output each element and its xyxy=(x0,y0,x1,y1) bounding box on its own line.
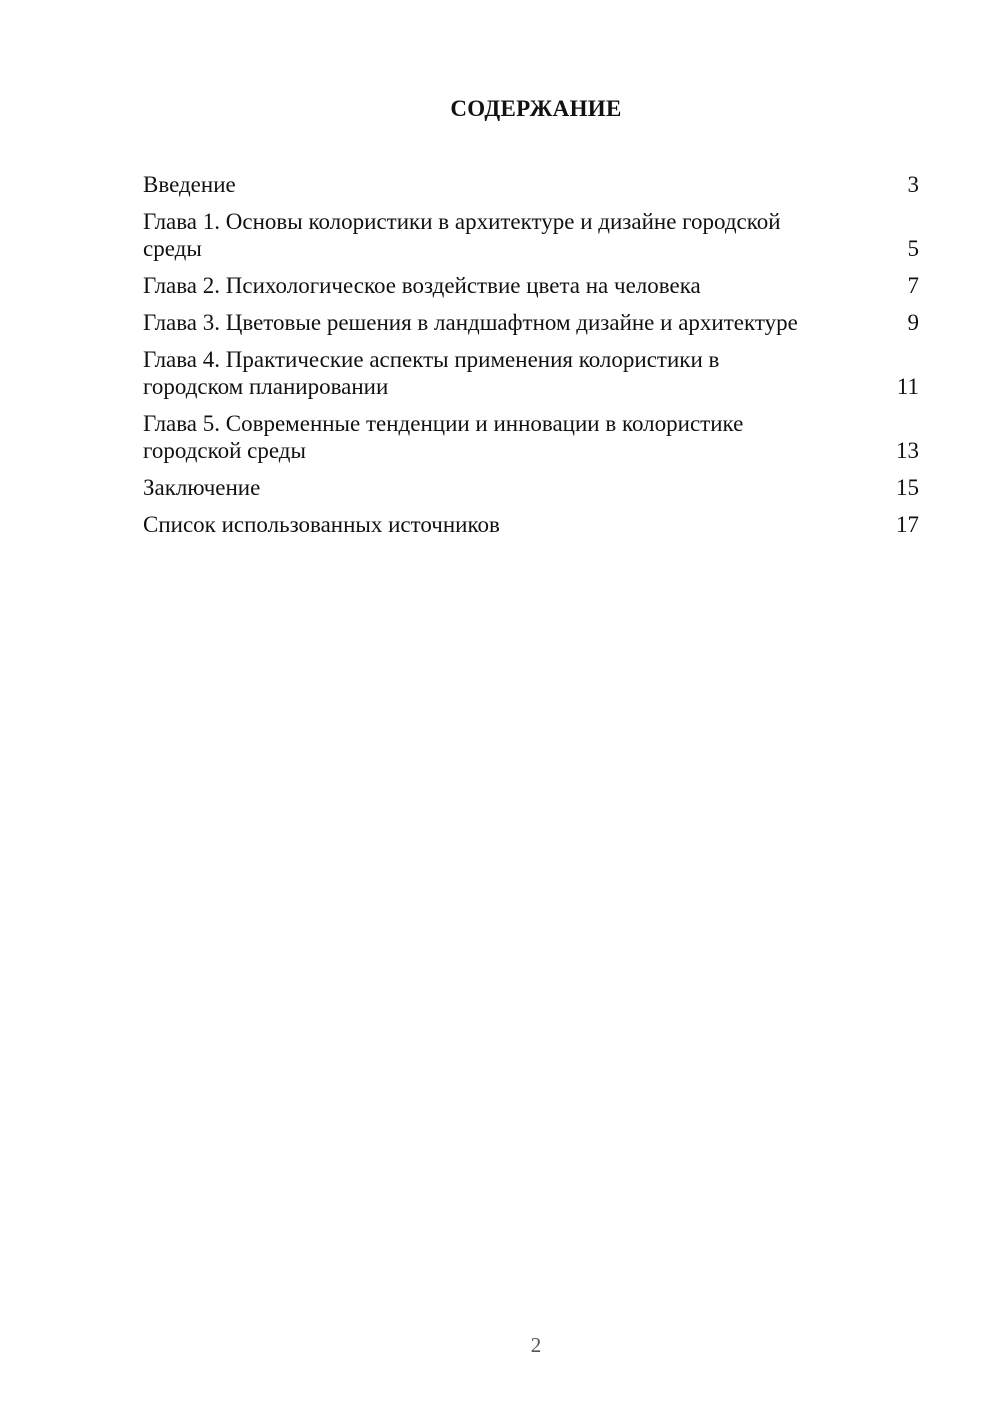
toc-entry-label: Глава 4. Практические аспекты применения колористики в городском планировании xyxy=(143,347,720,399)
toc-entry-label: Глава 1. Основы колористики в архитектуре и дизайне городской среды xyxy=(143,209,781,261)
table-of-contents xyxy=(143,171,919,548)
toc-entry-chapter-4 xyxy=(143,346,919,400)
toc-entry-references xyxy=(143,511,919,538)
toc-entry-page: 17 xyxy=(896,512,919,537)
toc-entry-label: Глава 2. Психологическое воздействие цвета на человека xyxy=(143,273,701,298)
page-title: СОДЕРЖАНИЕ xyxy=(450,96,622,121)
toc-entry-page: 11 xyxy=(896,374,919,399)
toc-entry-page: 3 xyxy=(907,172,919,197)
toc-entry-chapter-2 xyxy=(143,272,919,299)
page-number: 2 xyxy=(530,1333,542,1357)
toc-entry-label: Список использованных источников xyxy=(143,512,500,537)
toc-entry-page: 9 xyxy=(907,310,919,335)
toc-entry-chapter-1 xyxy=(143,208,919,262)
toc-entry-page: 5 xyxy=(907,236,919,261)
toc-entry-label: Глава 3. Цветовые решения в ландшафтном дизайне и архитектуре xyxy=(143,310,798,335)
toc-entry-label: Глава 5. Современные тенденции и инновации в колористике городской среды xyxy=(143,411,744,463)
toc-entry-label: Введение xyxy=(143,172,236,197)
toc-entry-chapter-3 xyxy=(143,309,919,336)
toc-entry-page: 13 xyxy=(896,438,919,463)
toc-entry-chapter-5 xyxy=(143,410,919,464)
toc-entry-introduction xyxy=(143,171,919,198)
toc-entry-conclusion xyxy=(143,474,919,501)
toc-entry-label: Заключение xyxy=(143,475,261,500)
toc-entry-page: 7 xyxy=(907,273,919,298)
toc-entry-page: 15 xyxy=(896,475,919,500)
